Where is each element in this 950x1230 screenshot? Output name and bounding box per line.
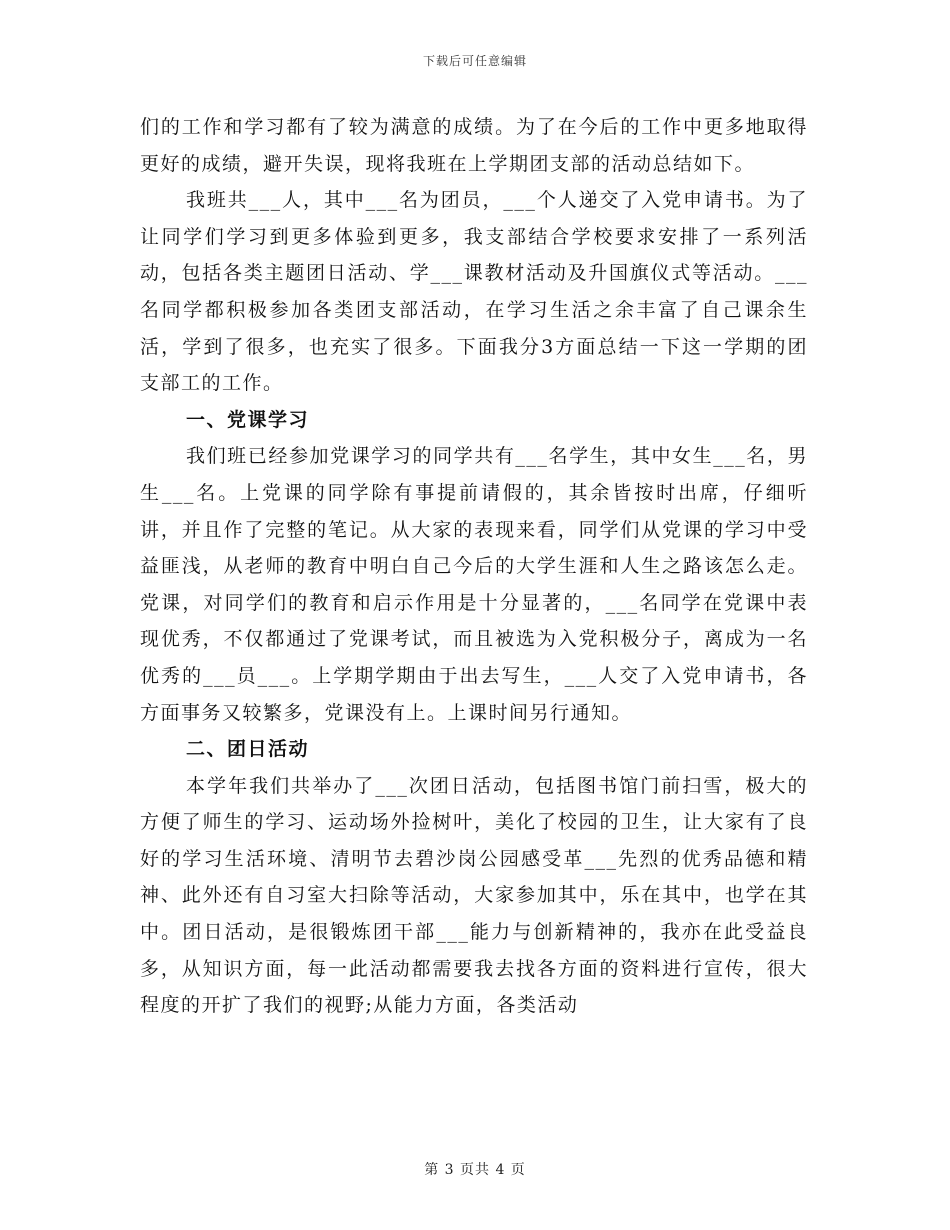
paragraph-league-day: 本学年我们共举办了___次团日活动，包括图书馆门前扫雪，极大的方便了师生的学习、运动场外捡树叶，美化了校园的卫生，让大家有了良好的学习生活环境、清明节去碧沙岗公园感受革___先烈的优秀品德和精神、此外还有自习室大扫除等活动，大家参加其中，乐在其中，也学在其中。团日活动，是很锻炼团干部___能力与创新精神的，我亦在此受益良多，从知识方面，每一此活动都需要我去找各方面的资料进行宣传，很大程度的开扩了我们的视野;从能力方面，各类活动 [140,774,808,1017]
paragraph-continuation: 们的工作和学习都有了较为满意的成绩。为了在今后的工作中更多地取得更好的成绩，避开失误，现将我班在上学期团支部的活动总结如下。 [140,116,808,175]
paragraph-class-overview: 我班共___人，其中___名为团员，___个人递交了入党申请书。为了让同学们学习到更多体验到更多，我支部结合学校要求安排了一系列活动，包括各类主题团日活动、学___课教材活动及升国旗仪式等活动。___名同学都积极参加各类团支部活动，在学习生活之余丰富了自己课余生活，学到了很多，也充实了很多。下面我分3方面总结一下这一学期的团支部工的工作。 [140,189,808,395]
paragraph-party-course: 我们班已经参加党课学习的同学共有___名学生，其中女生___名，男生___名。上党课的同学除有事提前请假的，其余皆按时出席，仔细听讲，并且作了完整的笔记。从大家的表现来看，同学们从党课的学习中受益匪浅，从老师的教育中明白自己今后的大学生涯和人生之路该怎么走。党课，对同学们的教育和启示作用是十分显著的，___名同学在党课中表现优秀，不仅都通过了党课考试，而且被选为入党积极分子，离成为一名优秀的___员___。上学期学期由于出去写生，___人交了入党申请书，各方面事务又较繁多，党课没有上。上课时间另行通知。 [140,445,808,724]
section-heading-league-day: 二、团日活动 [186,738,310,761]
document-body [140,109,808,1024]
section-heading-party-course: 一、党课学习 [186,408,310,431]
page-header: 下载后可任意编辑 [422,54,527,68]
page-number-footer: 第 3 页共 4 页 [424,1162,526,1178]
